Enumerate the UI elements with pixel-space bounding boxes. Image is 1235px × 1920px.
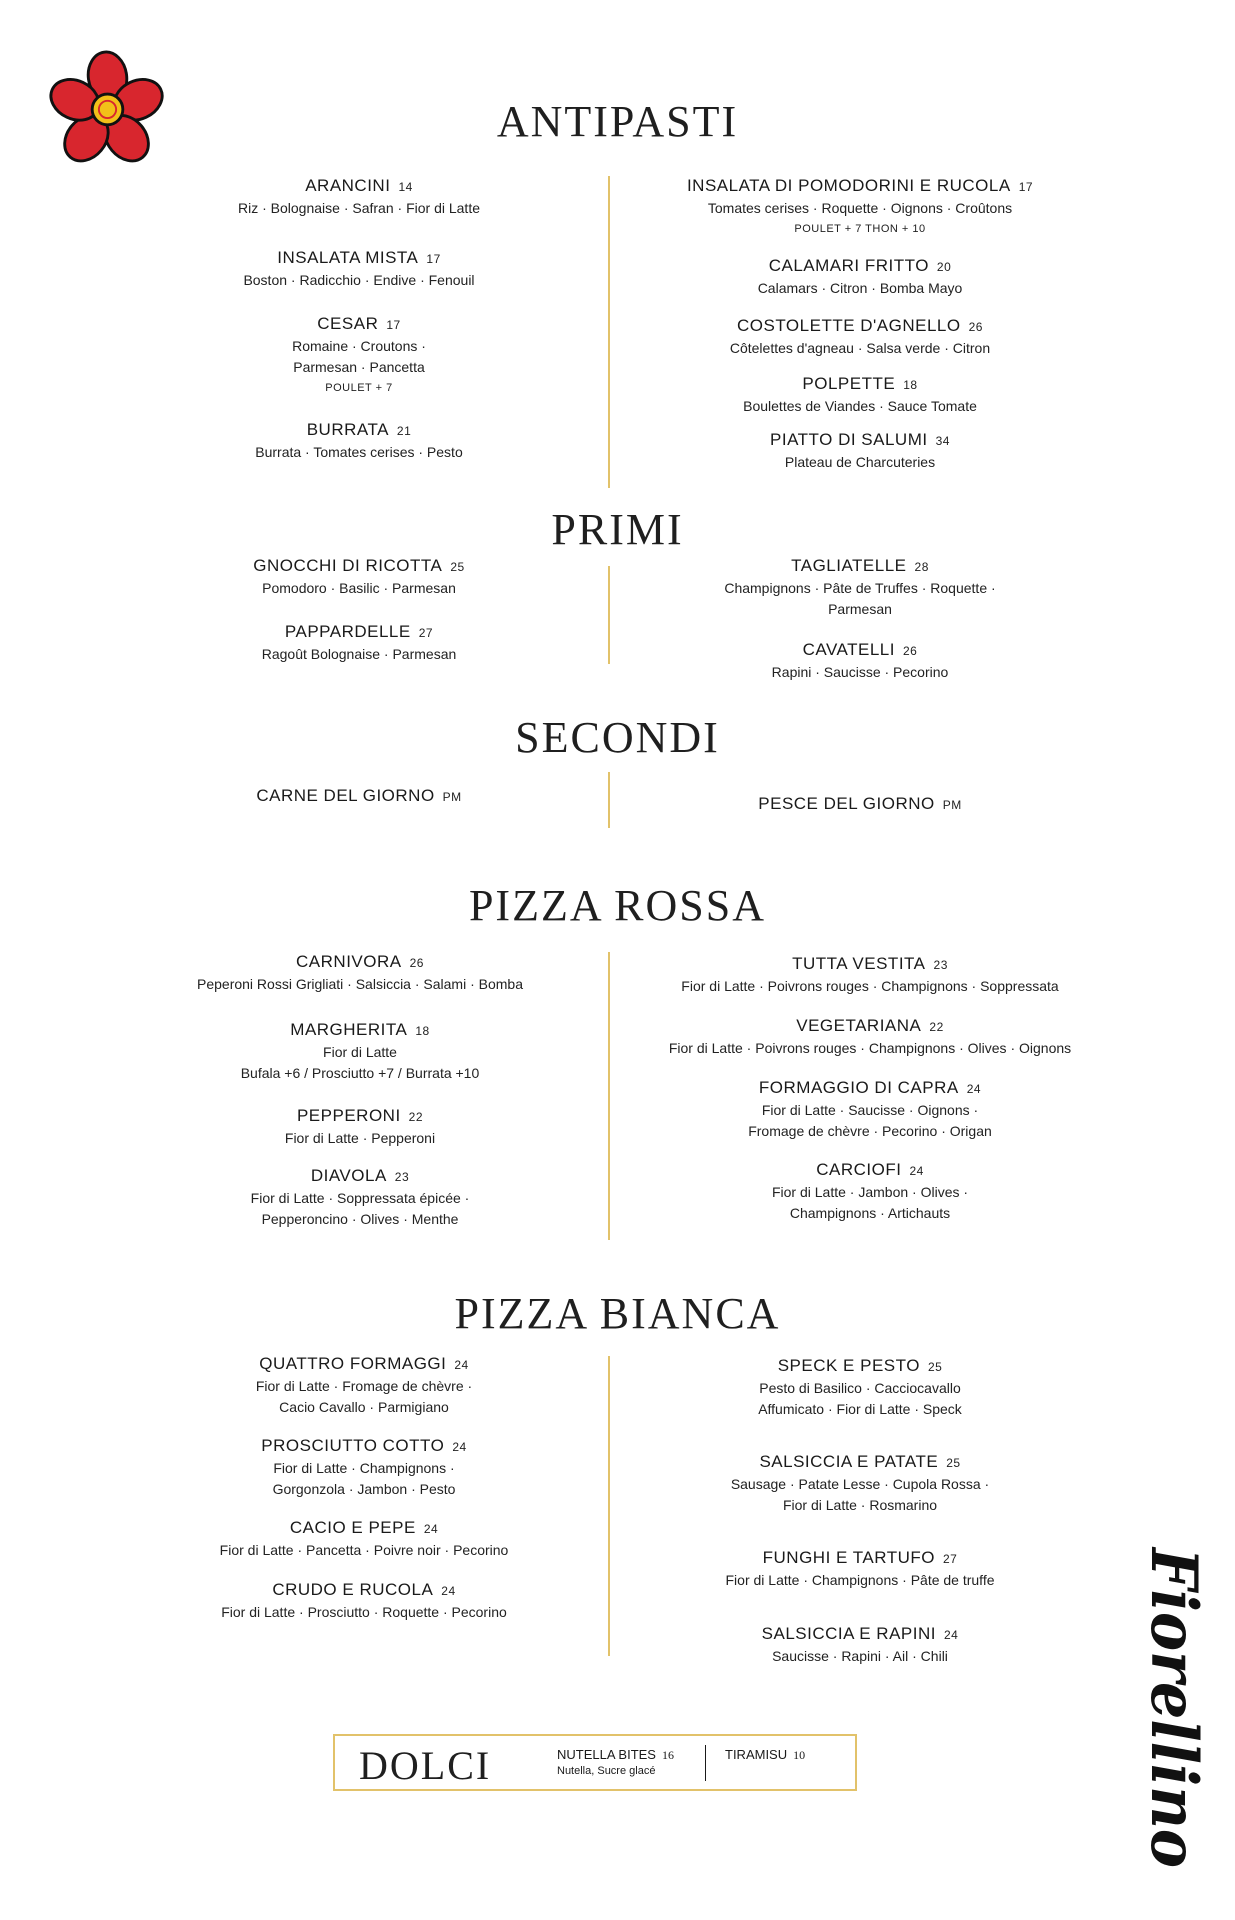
menu-item: SALSICCIA E PATATE 25 Sausage · Patate Lesse · Cupola Rossa · Fior di Latte · Rosmarino <box>730 1452 990 1513</box>
section-title-secondi: SECONDI <box>515 713 720 762</box>
menu-item: INSALATA DI POMODORINI E RUCOLA 17 Tomates cerises · Roquette · Oignons · Croûtons POULET + 7 THON + 10 <box>686 176 1034 235</box>
menu-item: POLPETTE 18 Boulettes de Viandes · Sauce Tomate <box>743 374 977 414</box>
column-divider <box>608 1356 610 1656</box>
column-divider <box>608 176 610 488</box>
menu-item: CACIO E PEPE 24 Fior di Latte · Pancetta · Poivre noir · Pecorino <box>219 1518 509 1558</box>
menu-item: CRUDO E RUCOLA 24 Fior di Latte · Prosciutto · Roquette · Pecorino <box>221 1580 507 1620</box>
menu-item: GNOCCHI DI RICOTTA 25 Pomodoro · Basilic · Parmesan <box>253 556 465 596</box>
menu-item: FORMAGGIO DI CAPRA 24 Fior di Latte · Saucisse · Oignons · Fromage de chèvre · Pecorino · Origan <box>748 1078 992 1139</box>
menu-item: CARCIOFI 24 Fior di Latte · Jambon · Olives · Champignons · Artichauts <box>771 1160 969 1221</box>
column-divider <box>608 772 610 828</box>
menu-item: PIATTO DI SALUMI 34 Plateau de Charcuteries <box>770 430 950 470</box>
menu-item: PEPPERONI 22 Fior di Latte · Pepperoni <box>284 1106 436 1146</box>
menu-item: INSALATA MISTA 17 Boston · Radicchio · Endive · Fenouil <box>243 248 475 288</box>
menu-item: CAVATELLI 26 Rapini · Saucisse · Pecorino <box>771 640 949 680</box>
menu-item: FUNGHI E TARTUFO 27 Fior di Latte · Champignons · Pâte de truffe <box>725 1548 995 1588</box>
menu-item: CARNIVORA 26 Peperoni Rossi Grigliati · Salsiccia · Salami · Bomba <box>197 952 523 992</box>
section-title-dolci: DOLCI <box>359 1743 492 1788</box>
menu-item: CALAMARI FRITTO 20 Calamars · Citron · Bomba Mayo <box>757 256 963 296</box>
menu-item: PROSCIUTTO COTTO 24 Fior di Latte · Champignons · Gorgonzola · Jambon · Pesto <box>261 1436 467 1497</box>
dolci-box <box>333 1734 857 1791</box>
menu-item: PAPPARDELLE 27 Ragoût Bolognaise · Parmesan <box>261 622 457 662</box>
menu-item: QUATTRO FORMAGGI 24 Fior di Latte · Fromage de chèvre · Cacio Cavallo · Parmigiano <box>255 1354 473 1415</box>
menu-item: SALSICCIA E RAPINI 24 Saucisse · Rapini · Ail · Chili <box>761 1624 959 1664</box>
menu-item: DIAVOLA 23 Fior di Latte · Soppressata épicée · Pepperoncino · Olives · Menthe <box>250 1166 470 1227</box>
menu-item: BURRATA 21 Burrata · Tomates cerises · Pesto <box>255 420 463 460</box>
menu-item: TIRAMISU 10 <box>725 1747 806 1762</box>
section-title-primi: PRIMI <box>551 505 684 554</box>
fiorellino-logo-text: Fiorellino <box>1136 1548 1211 1898</box>
menu-item: TAGLIATELLE 28 Champignons · Pâte de Truffes · Roquette · Parmesan <box>724 556 996 617</box>
menu-item: MARGHERITA 18 Fior di Latte Bufala +6 / Prosciutto +7 / Burrata +10 <box>240 1020 480 1081</box>
section-title-antipasti: ANTIPASTI <box>496 97 739 146</box>
menu-item: COSTOLETTE D'AGNELLO 26 Côtelettes d'agneau · Salsa verde · Citron <box>729 316 991 356</box>
fiorellino-logo <box>1090 1540 1211 1898</box>
section-title-pizza-rossa: PIZZA ROSSA <box>468 881 767 930</box>
column-divider <box>608 566 610 664</box>
menu-item: ARANCINI 14 Riz · Bolognaise · Safran · Fior di Latte <box>238 176 480 216</box>
menu-item: TUTTA VESTITA 23 Fior di Latte · Poivrons rouges · Champignons · Soppressata <box>681 954 1059 994</box>
menu-item: SPECK E PESTO 25 Pesto di Basilico · Cacciocavallo Affumicato · Fior di Latte · Speck <box>758 1356 962 1417</box>
menu-item: PESCE DEL GIORNO PM <box>758 794 962 813</box>
dolci-divider <box>705 1745 706 1781</box>
menu-item: CESAR 17 Romaine · Croutons · Parmesan · Pancetta POULET + 7 <box>292 314 426 394</box>
menu-item: CARNE DEL GIORNO PM <box>256 786 462 805</box>
section-title-pizza-bianca: PIZZA BIANCA <box>454 1289 781 1338</box>
menu-item: NUTELLA BITES 16 Nutella, Sucre glacé <box>557 1747 674 1777</box>
column-divider <box>608 952 610 1240</box>
menu-item: VEGETARIANA 22 Fior di Latte · Poivrons rouges · Champignons · Olives · Oignons <box>668 1016 1072 1056</box>
